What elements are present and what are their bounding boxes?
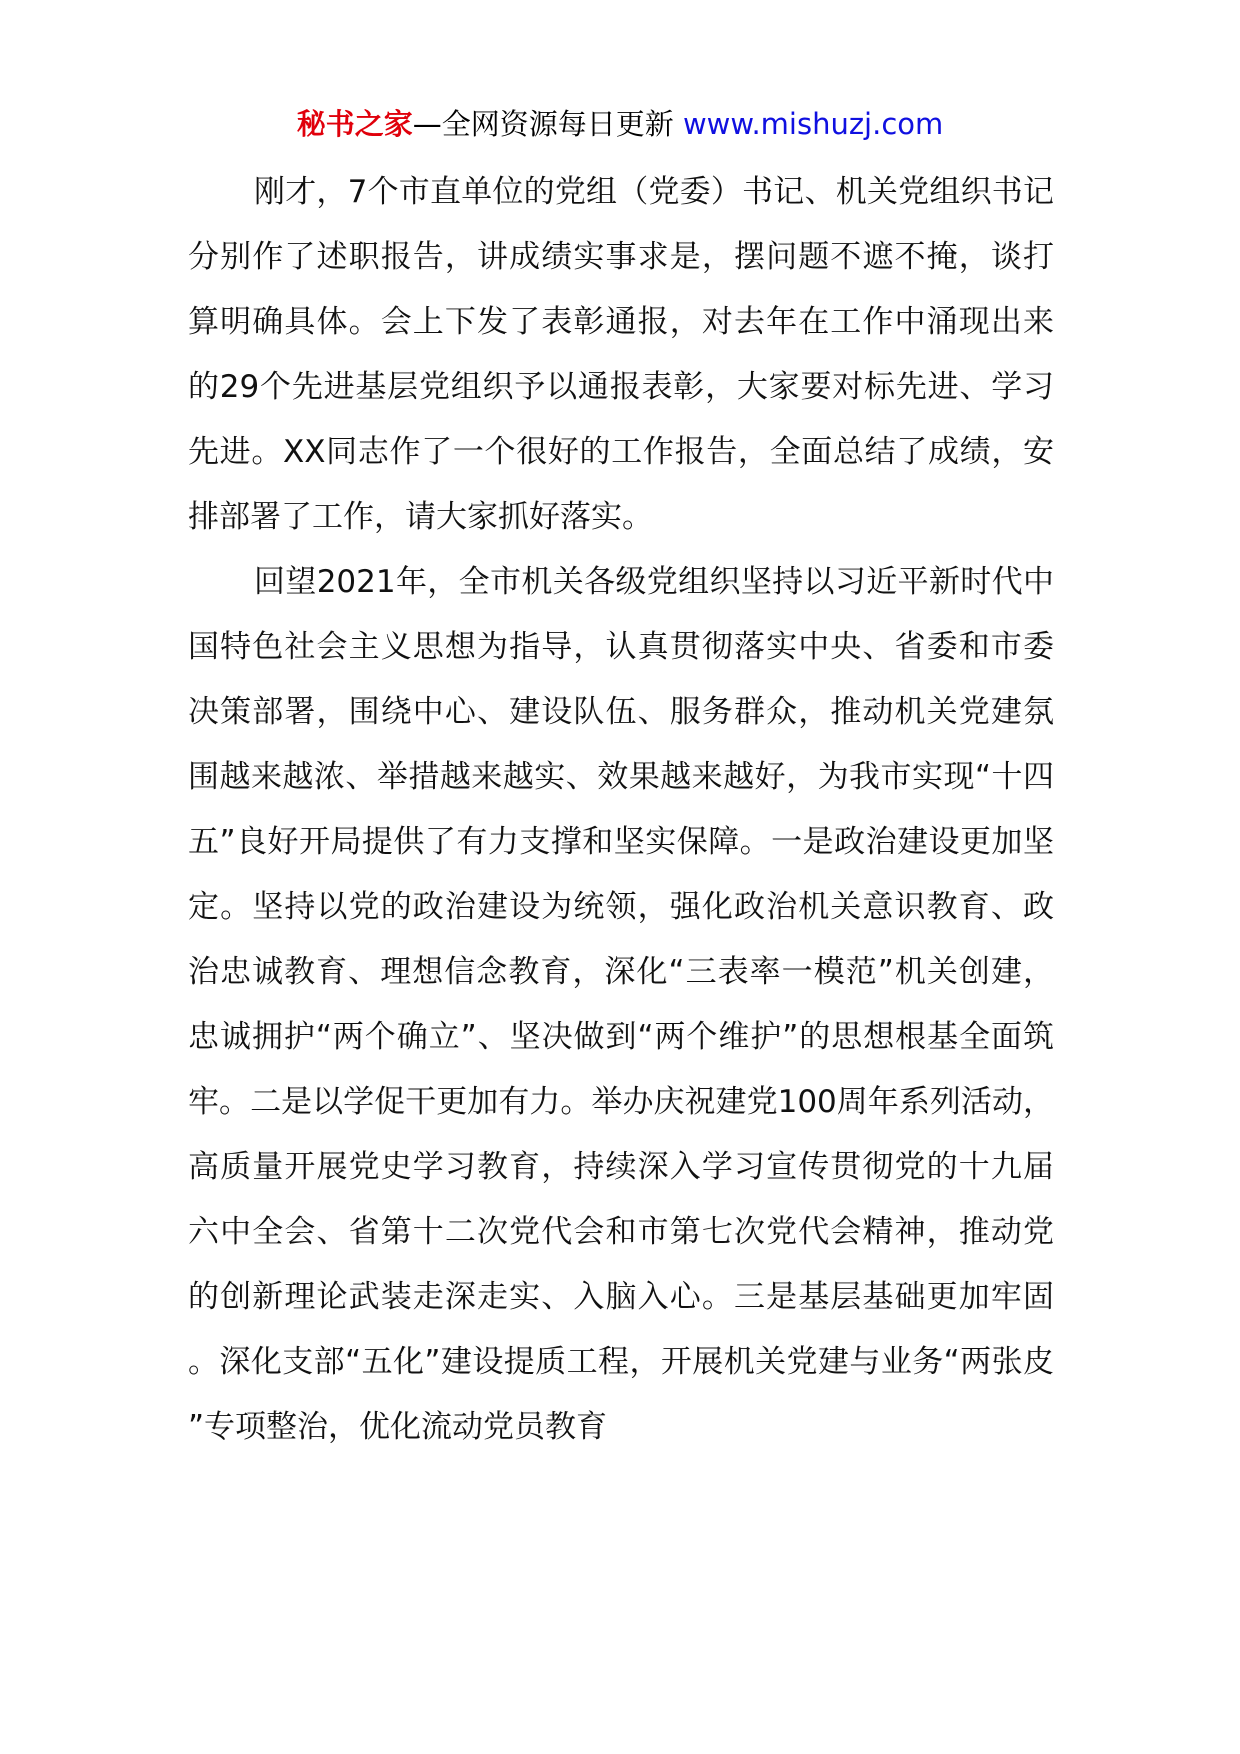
- site-tagline: —全网资源每日更新: [412, 107, 674, 141]
- document-body: [188, 160, 1054, 1460]
- site-header: [0, 104, 1240, 144]
- paragraph-1: 刚才，7个市直单位的党组（党委）书记、机关党组织书记分别作了述职报告，讲成绩实事求是，摆问题不遮不掩，谈打算明确具体。会上下发了表彰通报，对去年在工作中涌现出来的29个先进基层党组织予以通报表彰，大家要对标先进、学习先进。XX同志作了一个很好的工作报告，全面总结了成绩，安排部署了工作，请大家抓好落实。: [188, 174, 1054, 535]
- paragraph-2: 回望2021年，全市机关各级党组织坚持以习近平新时代中国特色社会主义思想为指导，认真贯彻落实中央、省委和市委决策部署，围绕中心、建设队伍、服务群众，推动机关党建氛围越来越浓、举措越来越实、效果越来越好，为我市实现“十四五”良好开局提供了有力支撑和坚实保障。一是政治建设更加坚定。坚持以党的政治建设为统领，强化政治机关意识教育、政治忠诚教育、理想信念教育，深化“三表率一模范”机关创建，忠诚拥护“两个确立”、坚决做到“两个维护”的思想根基全面筑牢。二是以学促干更加有力。举办庆祝建党100周年系列活动，高质量开展党史学习教育，持续深入学习宣传贯彻党的十九届六中全会、省第十二次党代会和市第七次党代会精神，推动党的创新理论武装走深走实、入脑入心。三是基层基础更加牢固。深化支部“五化”建设提质工程，开展机关党建与业务“两张皮”专项整治，优化流动党员教育: [188, 564, 1054, 1445]
- site-url-link[interactable]: www.mishuzj.com: [682, 107, 944, 141]
- site-brand: 秘书之家: [296, 107, 413, 141]
